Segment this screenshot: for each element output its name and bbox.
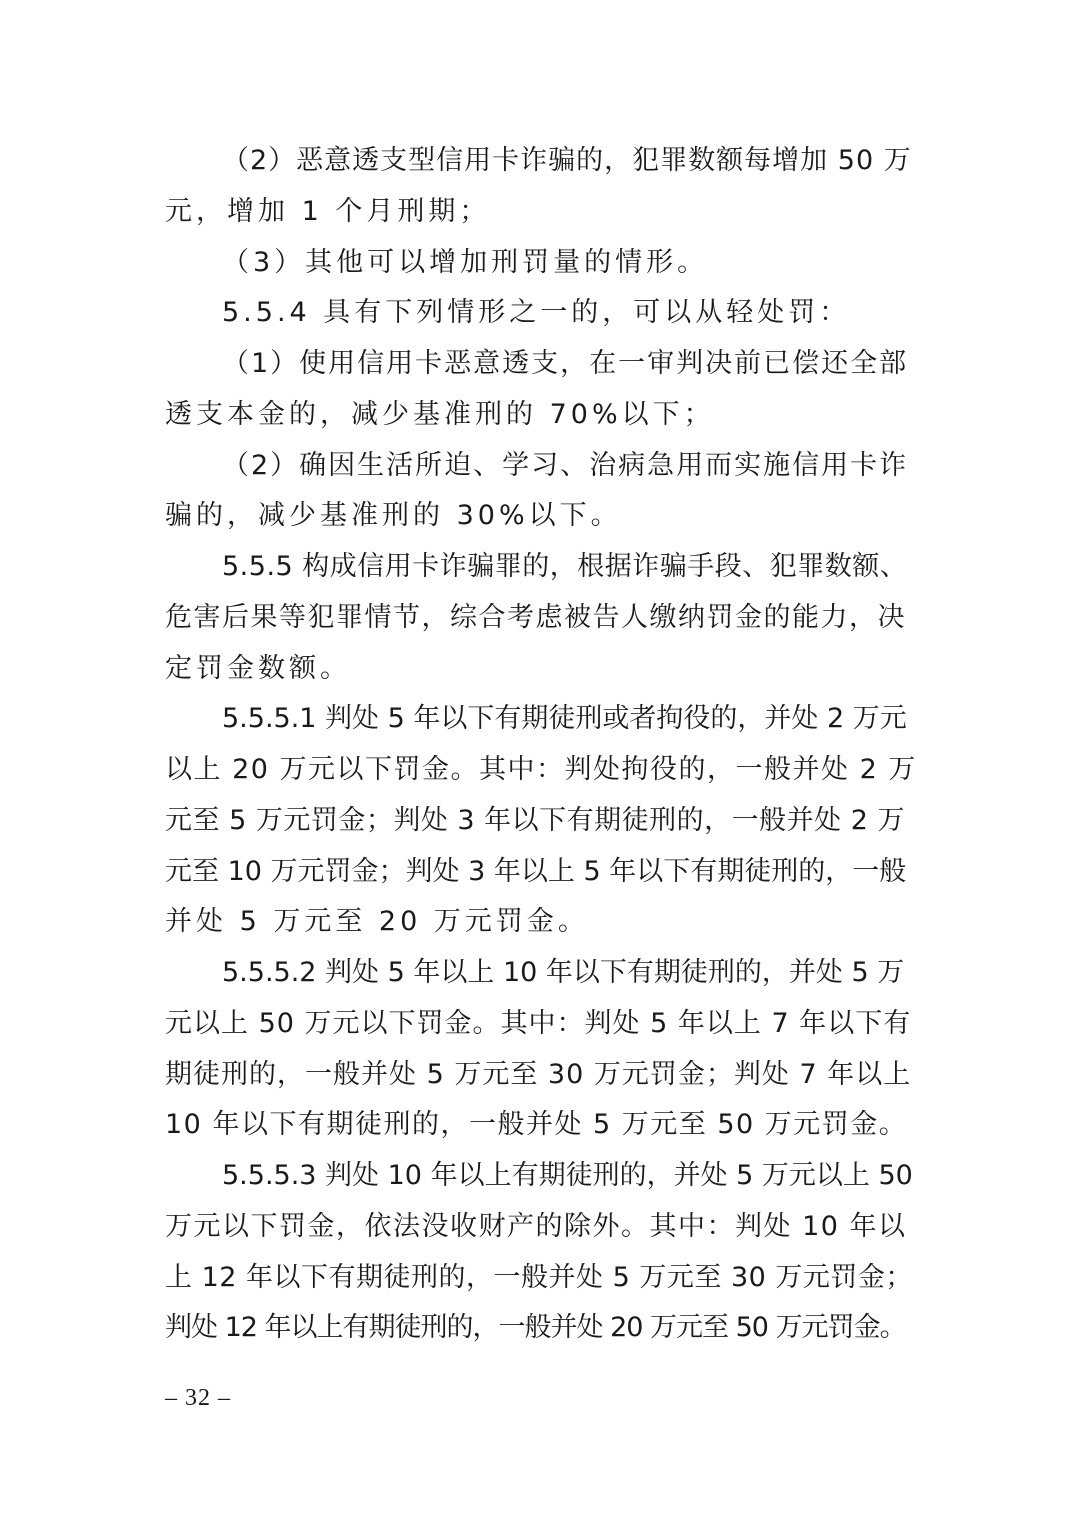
text-line: 万元以下罚金，依法没收财产的除外。其中：判处 10 年以 <box>165 1211 907 1242</box>
text-line: 元，增加 1 个月刑期； <box>165 196 491 227</box>
text-line: （3）其他可以增加刑罚量的情形。 <box>222 247 709 278</box>
text-line: 定罚金数额。 <box>165 653 351 684</box>
text-line: 5.5.5.3 判处 10 年以上有期徒刑的，并处 5 万元以上 50 <box>222 1160 913 1191</box>
text-line: 判处 12 年以上有期徒刑的，一般并处 20 万元至 50 万元罚金。 <box>165 1312 906 1343</box>
text-line: 5.5.5.1 判处 5 年以下有期徒刑或者拘役的，并处 2 万元 <box>222 703 907 734</box>
text-line: 10 年以下有期徒刑的，一般并处 5 万元至 50 万元罚金。 <box>165 1109 908 1140</box>
text-line: 5.5.5.2 判处 5 年以上 10 年以下有期徒刑的，并处 5 万 <box>222 957 905 988</box>
text-line: 元至 10 万元罚金；判处 3 年以上 5 年以下有期徒刑的，一般 <box>165 856 907 887</box>
text-line: 危害后果等犯罪情节，综合考虑被告人缴纳罚金的能力，决 <box>165 602 906 633</box>
text-line: 以上 20 万元以下罚金。其中：判处拘役的，一般并处 2 万 <box>165 754 917 785</box>
text-line: 上 12 年以下有期徒刑的，一般并处 5 万元至 30 万元罚金； <box>165 1262 913 1293</box>
text-line: 骗的，减少基准刑的 30%以下。 <box>165 500 622 531</box>
text-line: （1）使用信用卡恶意透支，在一审判决前已偿还全部 <box>222 348 909 379</box>
text-line: 5.5.4 具有下列情形之一的，可以从轻处罚： <box>222 297 851 328</box>
text-line: 元至 5 万元罚金；判处 3 年以下有期徒刑的，一般并处 2 万 <box>165 805 906 836</box>
text-line: 期徒刑的，一般并处 5 万元至 30 万元罚金；判处 7 年以上 <box>165 1059 912 1090</box>
page-number: – 32 – <box>165 1385 231 1411</box>
text-line: 5.5.5 构成信用卡诈骗罪的，根据诈骗手段、犯罪数额、 <box>222 551 908 582</box>
text-line: （2）恶意透支型信用卡诈骗的，犯罪数额每增加 50 万 <box>222 145 912 176</box>
text-line: 元以上 50 万元以下罚金。其中：判处 5 年以上 7 年以下有 <box>165 1008 912 1039</box>
text-line: （2）确因生活所迫、学习、治病急用而实施信用卡诈 <box>222 450 909 481</box>
text-line: 并处 5 万元至 20 万元罚金。 <box>165 906 589 937</box>
text-line: 透支本金的，减少基准刑的 70%以下； <box>165 399 715 430</box>
